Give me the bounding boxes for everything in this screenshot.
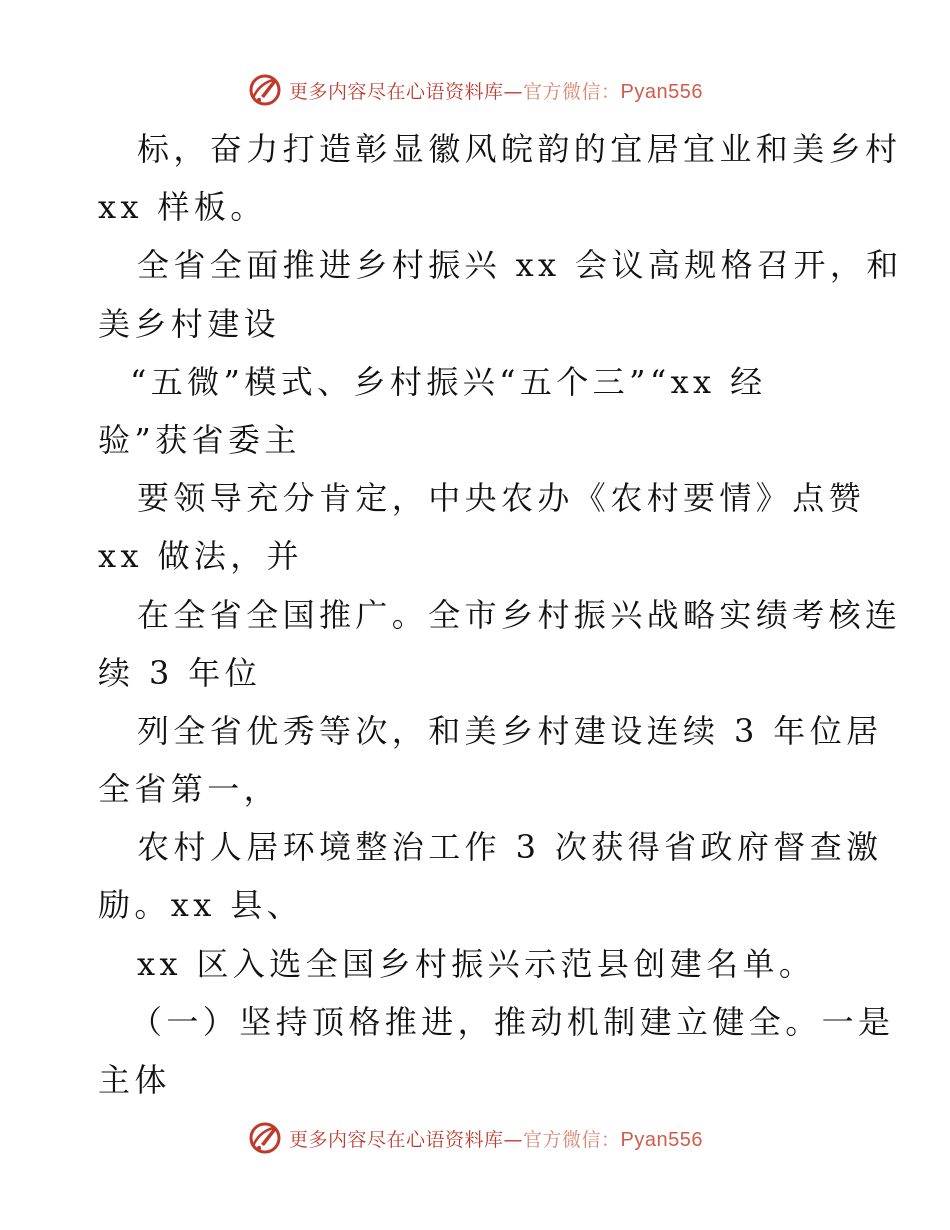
text-line: 励。xx 县、 <box>98 886 304 925</box>
watermark-wechat-label: 官方微信： <box>523 1128 621 1151</box>
text-line: 全省第一， <box>98 770 281 809</box>
text-line: 美乡村建设 <box>98 304 281 343</box>
watermark-slogan: 更多内容尽在心语资料库— <box>289 80 524 103</box>
watermark-wechat-id: Pyan556 <box>620 1128 703 1151</box>
footer-watermark <box>0 1118 950 1158</box>
text-line: 续 3 年位 <box>98 653 262 692</box>
section-heading-line: （一）坚持顶格推进，推动机制建立健全。一是 <box>130 1002 895 1041</box>
watermark-slogan: 更多内容尽在心语资料库— <box>289 1128 524 1151</box>
pen-logo-icon <box>247 1120 283 1156</box>
text-line: 主体 <box>98 1061 171 1099</box>
text-line: 验”获省委主 <box>98 420 301 459</box>
text-line: 农村人居环境整治工作 3 次获得省政府督查激 <box>137 828 883 867</box>
watermark-wechat-label: 官方微信： <box>523 80 621 103</box>
text-line: xx 样板。 <box>98 188 267 227</box>
pen-logo-icon <box>247 72 283 108</box>
watermark-wechat-id: Pyan556 <box>620 80 703 103</box>
text-line: 标，奋力打造彰显徽风皖韵的宜居宜业和美乡村 <box>137 130 902 168</box>
document-body <box>98 120 903 1109</box>
header-watermark <box>0 70 950 110</box>
watermark-text <box>289 77 703 104</box>
text-line: xx 做法，并 <box>98 537 304 576</box>
watermark-text <box>289 1125 703 1152</box>
text-line: 在全省全国推广。全市乡村振兴战略实绩考核连 <box>137 595 902 634</box>
text-line: 列全省优秀等次，和美乡村建设连续 3 年位居 <box>137 711 883 750</box>
text-line: xx 区入选全国乡村振兴示范县创建名单。 <box>137 944 816 983</box>
text-line: 要领导充分肯定，中央农办《农村要情》点赞 <box>137 479 866 518</box>
text-line: “五微”模式、乡村振兴“五个三”“xx 经 <box>130 362 767 401</box>
text-line: 全省全面推进乡村振兴 xx 会议高规格召开，和 <box>137 246 903 285</box>
